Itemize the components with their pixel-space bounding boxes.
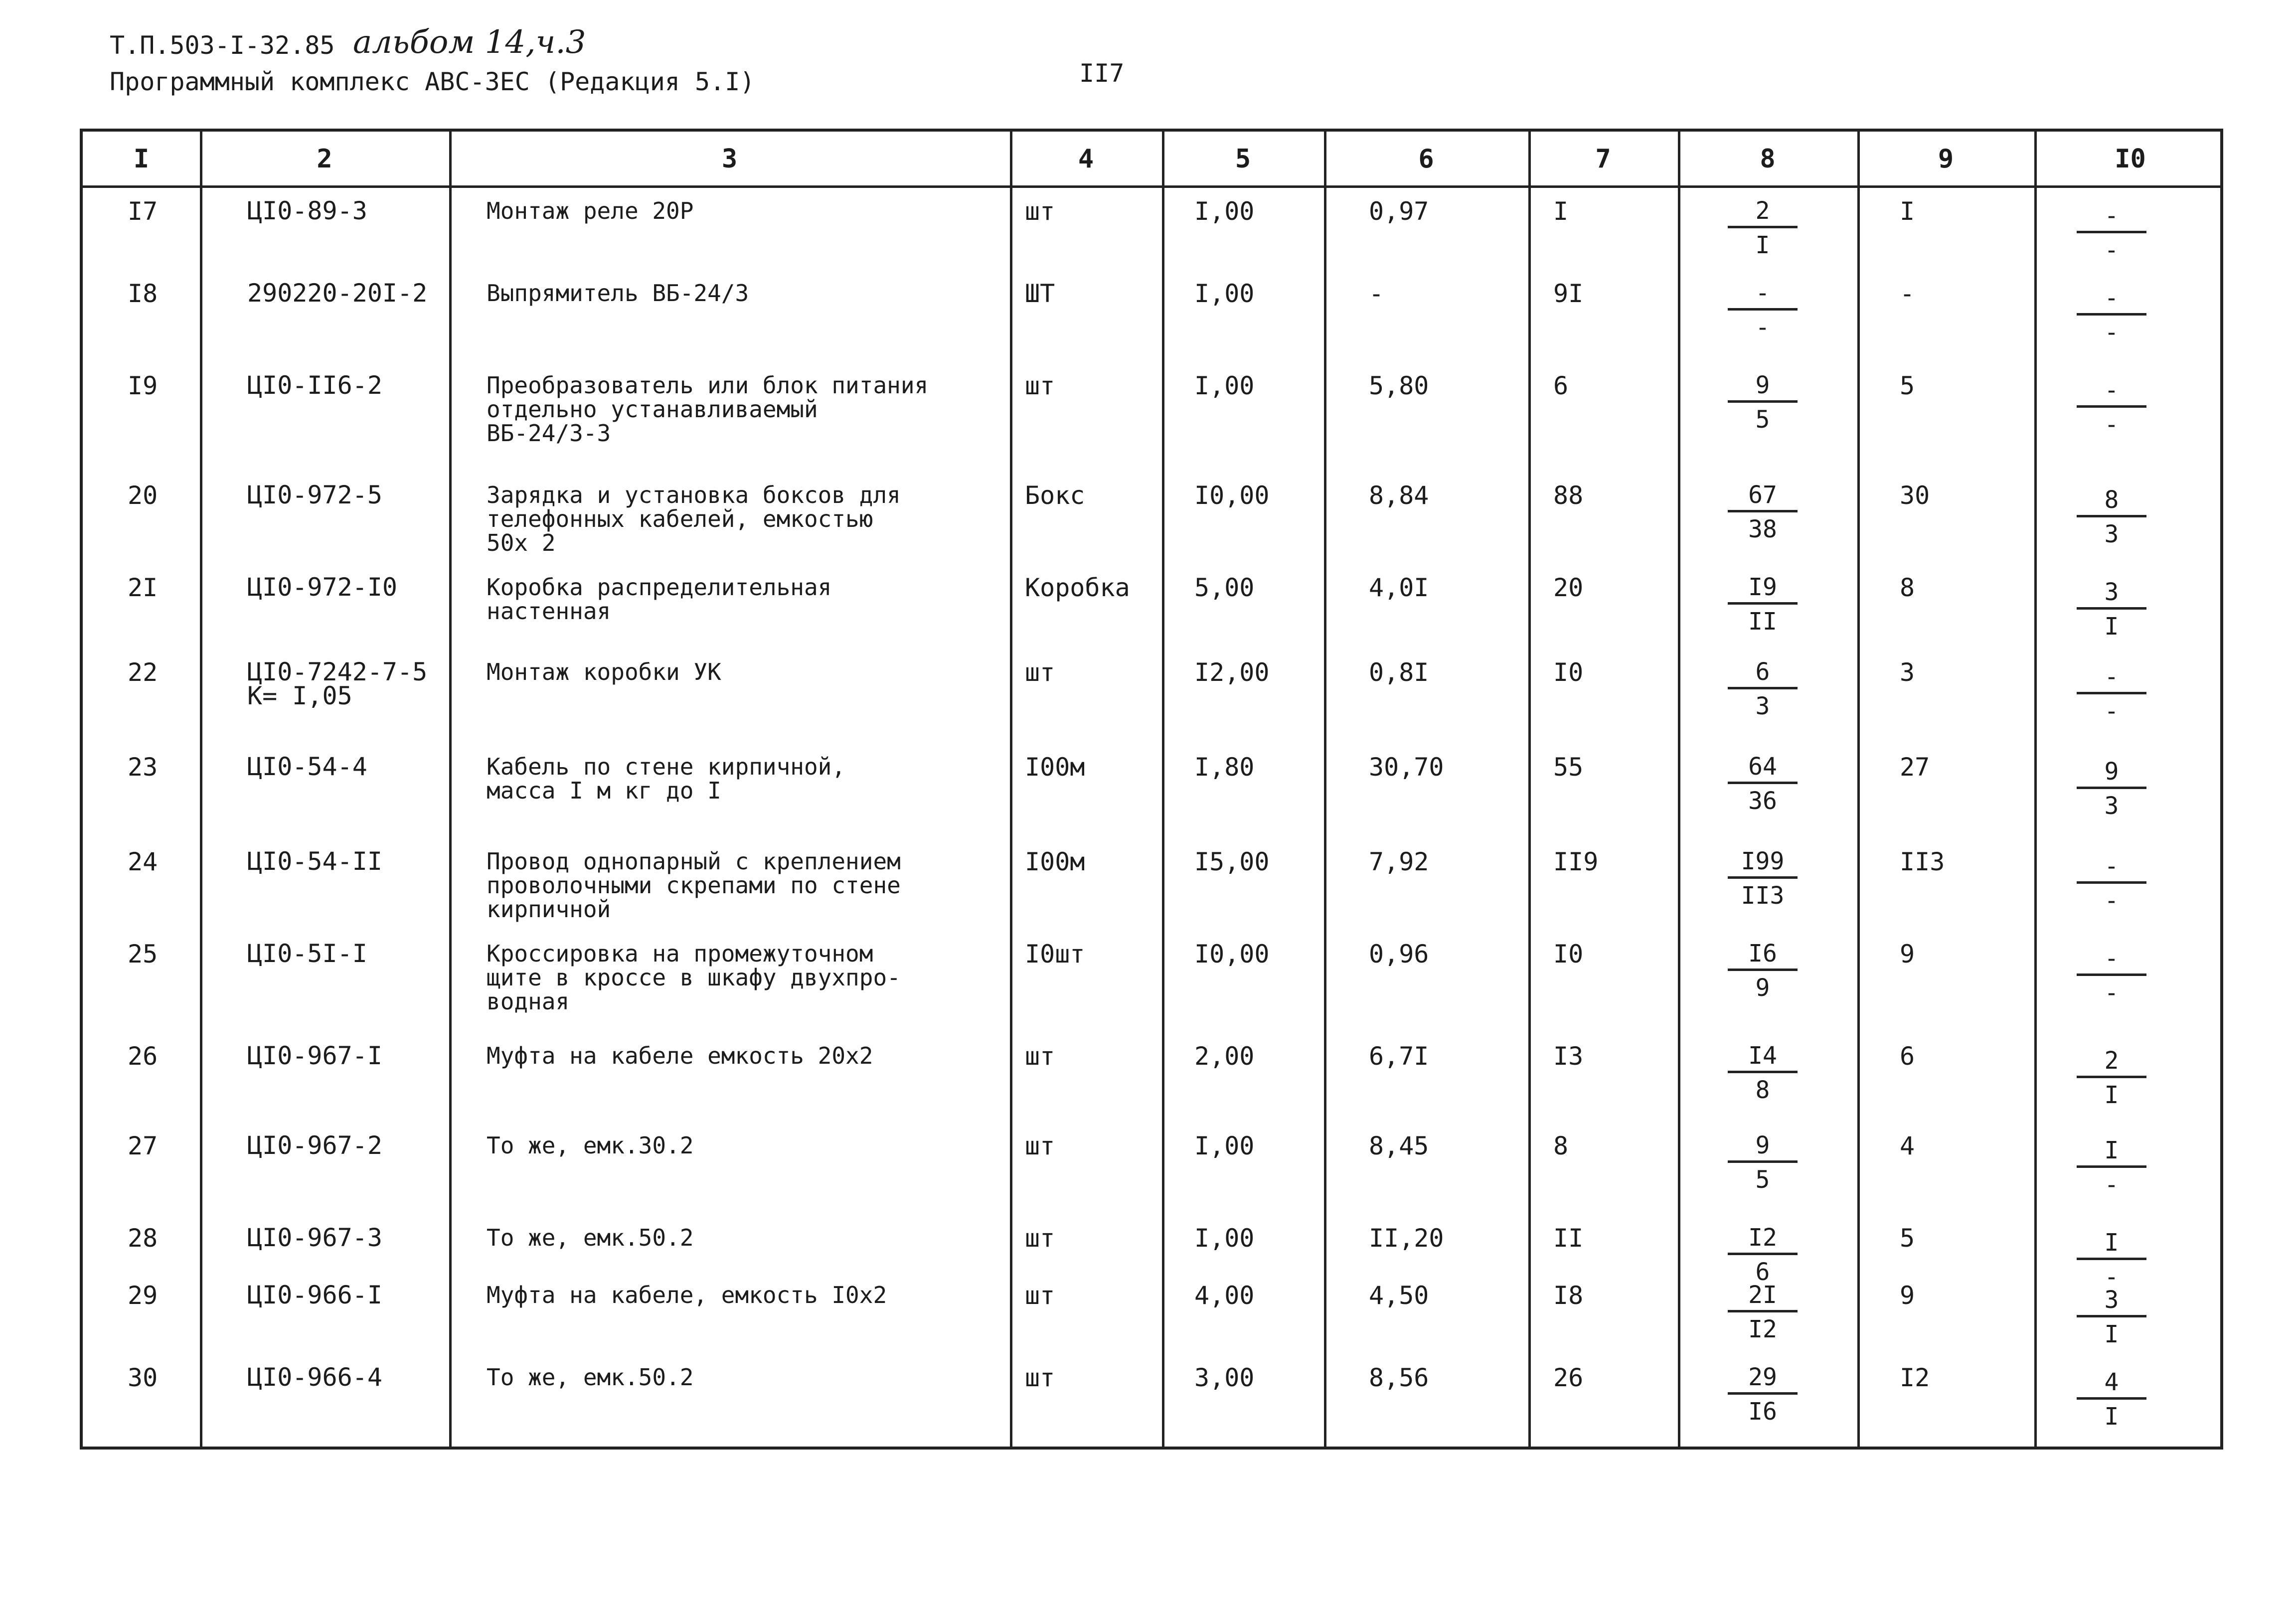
quantity: I5,00 — [1194, 847, 1270, 876]
wages-fraction — [1728, 755, 1798, 813]
column-10-fraction — [2077, 854, 2146, 913]
fraction-denominator: 36 — [1748, 787, 1777, 815]
total-cost: 88 — [1553, 481, 1584, 510]
column-9-value: 27 — [1900, 753, 1930, 782]
work-description: Монтаж реле 20Р — [487, 197, 694, 224]
column-divider — [1162, 132, 1164, 1447]
column-divider — [1528, 132, 1531, 1447]
unit-cost: 8,84 — [1369, 481, 1429, 510]
fraction-denominator: I — [2104, 1081, 2119, 1109]
fraction-numerator: 9 — [1728, 373, 1798, 403]
unit-of-measure: шт — [1025, 1132, 1055, 1160]
wages-fraction — [1728, 1226, 1798, 1284]
norm-code: ЦI0-972-I0 — [247, 573, 398, 602]
quantity: I0,00 — [1194, 940, 1270, 969]
column-header: 7 — [1595, 144, 1611, 174]
work-description: Кабель по стене кирпичной, масса I м кг до I — [487, 753, 846, 804]
fraction-numerator: 6 — [1728, 660, 1798, 689]
column-9-value: 4 — [1900, 1132, 1915, 1160]
fraction-denominator: I — [2104, 1320, 2119, 1348]
row-number: 29 — [128, 1281, 158, 1310]
norm-code: ЦI0-54-4 — [247, 752, 367, 781]
column-9-value: I — [1900, 197, 1915, 226]
column-header: 4 — [1078, 144, 1094, 174]
column-9-value: 9 — [1900, 1281, 1915, 1310]
program-title: Программный комплекс АВС-ЗЕС (Редакция 5.I) — [110, 67, 755, 96]
norm-code: ЦI0-967-2 — [247, 1131, 382, 1160]
unit-cost: 6,7I — [1369, 1042, 1429, 1071]
doc-reference: Т.П.503-I-32.85 — [110, 31, 335, 60]
fraction-numerator: 64 — [1728, 755, 1798, 784]
total-cost: I8 — [1553, 1281, 1584, 1310]
work-description: Коробка распределительная настенная — [487, 574, 832, 625]
norm-code: ЦI0-5I-I — [247, 939, 367, 968]
fraction-numerator: I9 — [1728, 575, 1798, 605]
fraction-denominator: - — [2104, 887, 2119, 915]
fraction-denominator: I — [1755, 231, 1770, 259]
unit-of-measure: шт — [1025, 1281, 1055, 1310]
quantity: I,00 — [1194, 1224, 1255, 1253]
unit-cost: 0,97 — [1369, 197, 1429, 226]
total-cost: I0 — [1553, 658, 1584, 687]
quantity: I0,00 — [1194, 481, 1270, 510]
unit-cost: 8,45 — [1369, 1132, 1429, 1160]
column-divider — [1010, 132, 1012, 1447]
fraction-numerator: 2I — [1728, 1283, 1798, 1312]
norm-code: ЦI0-966-4 — [247, 1363, 382, 1392]
total-cost: 55 — [1553, 753, 1584, 782]
wages-fraction — [1728, 1283, 1798, 1341]
norm-code: ЦI0-967-I — [247, 1041, 382, 1070]
fraction-denominator: I — [2104, 1403, 2119, 1431]
fraction-denominator: I — [2104, 613, 2119, 641]
quantity: I2,00 — [1194, 658, 1270, 687]
row-number: 25 — [128, 940, 158, 969]
work-description: Преобразователь или блок питания отдельно устанавливаемый ВБ-24/3-3 — [487, 372, 929, 447]
column-9-value: II3 — [1900, 847, 1945, 876]
wages-fraction — [1728, 483, 1798, 541]
fraction-denominator: 3 — [1755, 692, 1770, 720]
fraction-numerator: I2 — [1728, 1226, 1798, 1255]
column-10-fraction — [2077, 1049, 2146, 1107]
column-divider — [1857, 132, 1860, 1447]
column-9-value: 30 — [1900, 481, 1930, 510]
fraction-denominator: 38 — [1748, 515, 1777, 543]
wages-fraction — [1728, 575, 1798, 634]
column-header: I — [133, 144, 150, 174]
column-9-value: I2 — [1900, 1363, 1930, 1392]
column-9-value: 5 — [1900, 1224, 1915, 1253]
quantity: 5,00 — [1194, 573, 1255, 602]
unit-cost: 0,96 — [1369, 940, 1429, 969]
total-cost: I0 — [1553, 940, 1584, 969]
fraction-numerator: - — [1728, 281, 1798, 311]
wages-fraction — [1728, 1044, 1798, 1102]
work-description: Муфта на кабеле емкость 20х2 — [487, 1042, 873, 1069]
column-10-fraction — [2077, 1231, 2146, 1289]
fraction-denominator: 3 — [2104, 520, 2119, 548]
fraction-numerator: 8 — [2077, 488, 2146, 517]
fraction-numerator: 9 — [2077, 760, 2146, 789]
column-10-fraction — [2077, 488, 2146, 546]
fraction-numerator: 29 — [1728, 1365, 1798, 1395]
norm-code: ЦI0-54-II — [247, 847, 382, 876]
row-number: I7 — [128, 197, 158, 226]
column-10-fraction — [2077, 947, 2146, 1005]
fraction-numerator: I — [2077, 1231, 2146, 1260]
column-header: 6 — [1418, 144, 1434, 174]
fraction-denominator: I6 — [1748, 1398, 1777, 1426]
fraction-denominator: 8 — [1755, 1076, 1770, 1104]
fraction-denominator: 9 — [1755, 974, 1770, 1002]
fraction-numerator: 67 — [1728, 483, 1798, 512]
work-description: Провод однопарный с креплением проволочными скрепами по стене кирпичной — [487, 848, 901, 923]
total-cost: I — [1553, 197, 1569, 226]
total-cost: 8 — [1553, 1132, 1569, 1160]
quantity: I,00 — [1194, 371, 1255, 400]
quantity: I,00 — [1194, 197, 1255, 226]
fraction-numerator: - — [2077, 947, 2146, 976]
fraction-denominator: - — [2104, 236, 2119, 264]
total-cost: 6 — [1553, 371, 1569, 400]
row-number: 28 — [128, 1224, 158, 1253]
norm-code: ЦI0-972-5 — [247, 481, 382, 509]
unit-of-measure: шт — [1025, 1042, 1055, 1071]
unit-of-measure: I00м — [1025, 847, 1085, 876]
total-cost: 26 — [1553, 1363, 1584, 1392]
column-9-value: - — [1900, 279, 1915, 308]
unit-of-measure: шт — [1025, 371, 1055, 400]
row-number: 27 — [128, 1132, 158, 1160]
fraction-numerator: I6 — [1728, 942, 1798, 971]
work-description: Выпрямитель ВБ-24/3 — [487, 280, 749, 307]
fraction-numerator: 4 — [2077, 1370, 2146, 1400]
fraction-denominator: 5 — [1755, 406, 1770, 434]
fraction-numerator: - — [2077, 854, 2146, 884]
norm-code: ЦI0-967-3 — [247, 1223, 382, 1252]
fraction-numerator: I — [2077, 1138, 2146, 1168]
fraction-denominator: - — [2104, 319, 2119, 346]
fraction-numerator: - — [2077, 204, 2146, 233]
column-10-fraction — [2077, 1138, 2146, 1197]
column-header: I0 — [2115, 144, 2146, 174]
fraction-denominator: I2 — [1748, 1315, 1777, 1343]
column-10-fraction — [2077, 286, 2146, 344]
total-cost: II9 — [1553, 847, 1599, 876]
unit-of-measure: шт — [1025, 1224, 1055, 1253]
unit-cost: - — [1369, 279, 1384, 308]
column-9-value: 3 — [1900, 658, 1915, 687]
fraction-denominator: II — [1748, 608, 1777, 636]
norm-code: ЦI0-7242-7-5 К= I,05 — [247, 657, 428, 710]
unit-of-measure: Коробка — [1025, 573, 1130, 602]
column-10-fraction — [2077, 760, 2146, 818]
fraction-numerator: - — [2077, 286, 2146, 316]
row-number: 30 — [128, 1363, 158, 1392]
column-header: 2 — [317, 144, 332, 174]
column-header: 5 — [1235, 144, 1251, 174]
unit-of-measure: I00м — [1025, 753, 1085, 782]
column-10-fraction — [2077, 378, 2146, 437]
row-number: 20 — [128, 481, 158, 510]
column-9-value: 9 — [1900, 940, 1915, 969]
work-description: Кроссировка на промежуточном щите в кроссе в шкафу двухпро- водная — [487, 940, 901, 1015]
norm-code: ЦI0-II6-2 — [247, 371, 382, 400]
fraction-numerator: 2 — [2077, 1049, 2146, 1078]
column-10-fraction — [2077, 665, 2146, 723]
estimate-table — [80, 129, 2223, 1450]
wages-fraction — [1728, 660, 1798, 718]
unit-cost: 4,50 — [1369, 1281, 1429, 1310]
unit-cost: 4,0I — [1369, 573, 1429, 602]
fraction-denominator: - — [1755, 314, 1770, 341]
column-9-value: 8 — [1900, 573, 1915, 602]
column-9-value: 5 — [1900, 371, 1915, 400]
total-cost: 20 — [1553, 573, 1584, 602]
row-number: 26 — [128, 1042, 158, 1071]
fraction-numerator: - — [2077, 665, 2146, 694]
row-number: I9 — [128, 371, 158, 400]
fraction-numerator: 2 — [1728, 199, 1798, 228]
unit-cost: 30,70 — [1369, 753, 1444, 782]
unit-cost: II,20 — [1369, 1224, 1444, 1253]
norm-code: ЦI0-966-I — [247, 1281, 382, 1309]
fraction-denominator: - — [2104, 411, 2119, 439]
wages-fraction — [1728, 942, 1798, 1000]
unit-of-measure: I0шт — [1025, 940, 1085, 969]
total-cost: II — [1553, 1224, 1584, 1253]
column-header: 3 — [721, 144, 738, 174]
fraction-denominator: - — [2104, 697, 2119, 725]
unit-of-measure: ШТ — [1025, 279, 1055, 308]
quantity: I,00 — [1194, 279, 1255, 308]
fraction-numerator: 3 — [2077, 580, 2146, 610]
fraction-numerator: - — [2077, 378, 2146, 408]
fraction-denominator: - — [2104, 1263, 2119, 1291]
column-10-fraction — [2077, 1370, 2146, 1429]
fraction-denominator: - — [2104, 979, 2119, 1007]
album-note: альбом 14,ч.3 — [353, 24, 586, 61]
work-description: То же, емк.50.2 — [487, 1364, 694, 1391]
column-divider — [1678, 132, 1680, 1447]
wages-fraction — [1728, 199, 1798, 257]
fraction-denominator: - — [2104, 1171, 2119, 1199]
fraction-denominator: 5 — [1755, 1166, 1770, 1194]
wages-fraction — [1728, 1133, 1798, 1192]
quantity: 3,00 — [1194, 1363, 1255, 1392]
wages-fraction — [1728, 1365, 1798, 1424]
row-number: I8 — [128, 279, 158, 308]
column-10-fraction — [2077, 1288, 2146, 1346]
column-10-fraction — [2077, 580, 2146, 639]
quantity: I,00 — [1194, 1132, 1255, 1160]
total-cost: I3 — [1553, 1042, 1584, 1071]
fraction-denominator: 3 — [2104, 792, 2119, 820]
work-description: То же, емк.30.2 — [487, 1132, 694, 1159]
quantity: 2,00 — [1194, 1042, 1255, 1071]
unit-cost: 0,8I — [1369, 658, 1429, 687]
fraction-numerator: 9 — [1728, 1133, 1798, 1163]
page-number: II7 — [1079, 59, 1125, 88]
fraction-denominator: 6 — [1755, 1258, 1770, 1286]
work-description: То же, емк.50.2 — [487, 1224, 694, 1251]
wages-fraction — [1728, 281, 1798, 339]
row-number: 24 — [128, 847, 158, 876]
unit-of-measure: шт — [1025, 1363, 1055, 1392]
unit-of-measure: шт — [1025, 658, 1055, 687]
row-number: 2I — [128, 573, 158, 602]
unit-cost: 8,56 — [1369, 1363, 1429, 1392]
fraction-numerator: 3 — [2077, 1288, 2146, 1317]
row-number: 22 — [128, 658, 158, 687]
quantity: 4,00 — [1194, 1281, 1255, 1310]
fraction-numerator: I99 — [1728, 849, 1798, 879]
work-description: Монтаж коробки УК — [487, 658, 721, 685]
column-header: 9 — [1938, 144, 1954, 174]
row-number: 23 — [128, 753, 158, 782]
work-description: Муфта на кабеле, емкость I0х2 — [487, 1282, 887, 1308]
norm-code: ЦI0-89-3 — [247, 196, 367, 225]
quantity: I,80 — [1194, 753, 1255, 782]
column-header: 8 — [1760, 144, 1776, 174]
wages-fraction — [1728, 373, 1798, 432]
work-description: Зарядка и установка боксов для телефонных кабелей, емкостью 50х 2 — [487, 482, 901, 556]
unit-cost: 5,80 — [1369, 371, 1429, 400]
unit-of-measure: шт — [1025, 197, 1055, 226]
column-divider — [1324, 132, 1326, 1447]
column-9-value: 6 — [1900, 1042, 1915, 1071]
column-divider — [200, 132, 202, 1447]
unit-cost: 7,92 — [1369, 847, 1429, 876]
column-divider — [449, 132, 452, 1447]
wages-fraction — [1728, 849, 1798, 908]
column-10-fraction — [2077, 204, 2146, 262]
column-divider — [2034, 132, 2037, 1447]
norm-code: 290220-20I-2 — [247, 279, 428, 308]
fraction-denominator: II3 — [1741, 882, 1785, 910]
fraction-numerator: I4 — [1728, 1044, 1798, 1073]
total-cost: 9I — [1553, 279, 1584, 308]
unit-of-measure: Бокс — [1025, 481, 1085, 510]
